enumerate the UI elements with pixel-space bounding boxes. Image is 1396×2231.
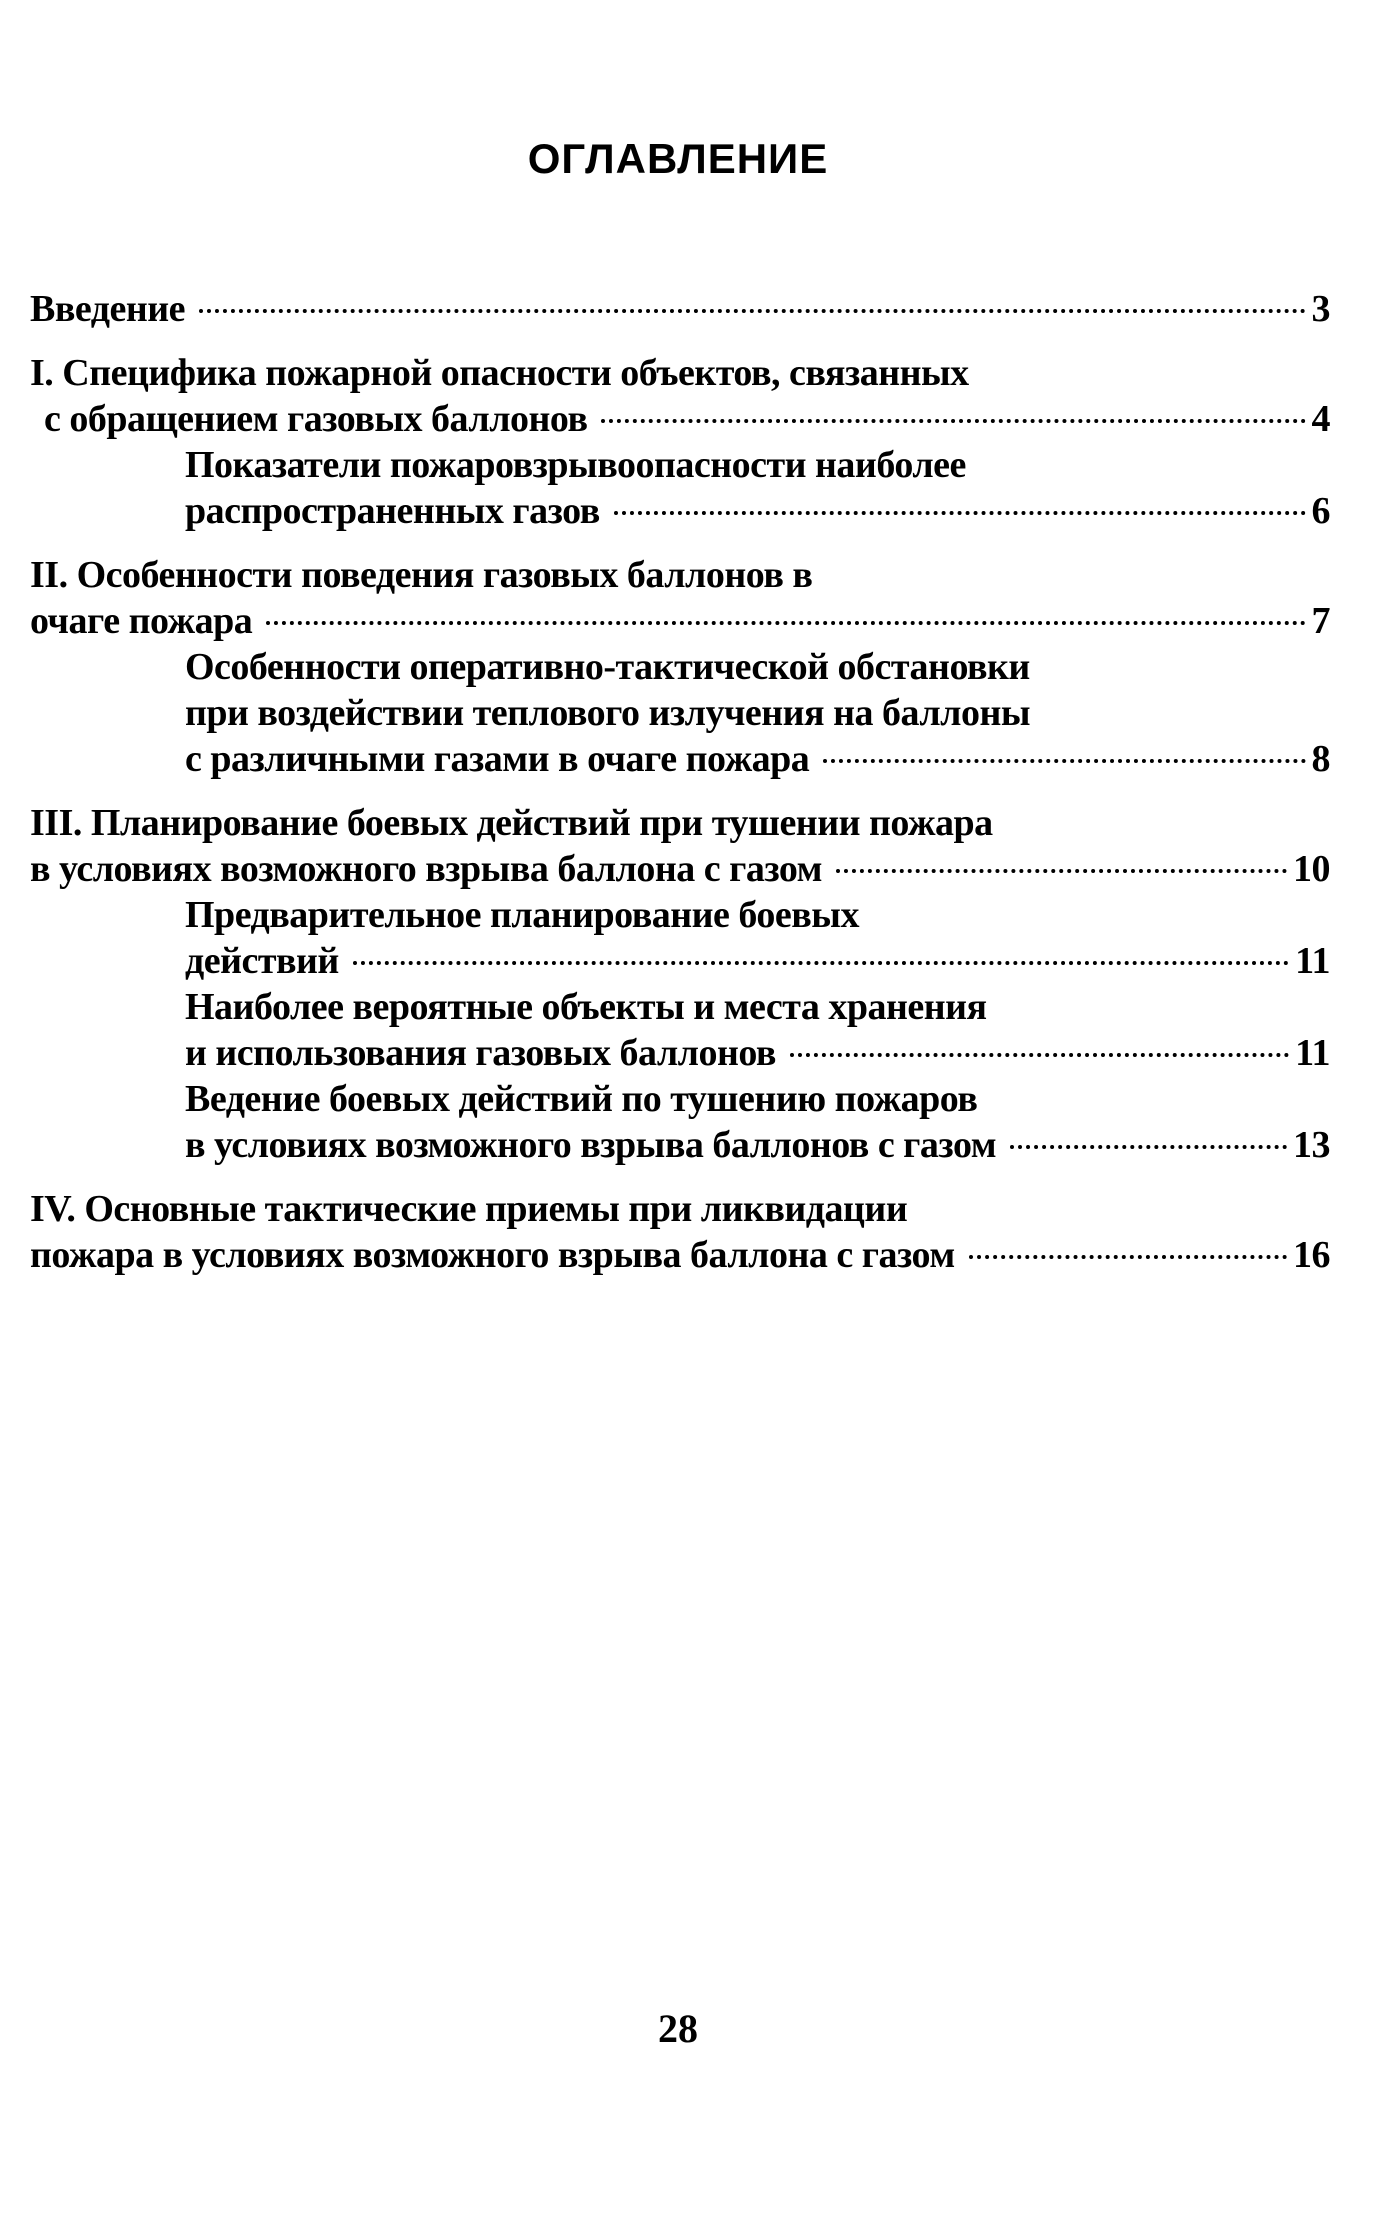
toc-page-number: 11 xyxy=(1295,940,1330,982)
dot-leader xyxy=(790,1053,1289,1057)
toc-page-number: 7 xyxy=(1311,600,1330,642)
toc-entry-chapter-4[interactable] xyxy=(30,1186,1330,1278)
page-number: 28 xyxy=(658,2006,698,2051)
toc-page-number: 6 xyxy=(1311,490,1330,532)
toc-entry-title-cont: и использования газовых баллонов xyxy=(185,1032,776,1074)
table-of-contents xyxy=(30,286,1330,1278)
toc-entry-title-cont: в условиях возможного взрыва баллонов с газом xyxy=(185,1124,997,1166)
toc-entry-title-cont: очаге пожара xyxy=(30,600,253,642)
toc-entry-title-cont: с обращением газовых баллонов xyxy=(44,398,588,440)
dot-leader xyxy=(614,511,1306,515)
toc-entry-subsection-2-1[interactable] xyxy=(30,644,1330,782)
toc-entry-title-cont: с различными газами в очаге пожара xyxy=(185,738,810,780)
toc-entry-chapter-3[interactable] xyxy=(30,800,1330,892)
toc-entry-title: Предварительное планирование боевых xyxy=(185,894,859,936)
toc-entry-subsection-3-1[interactable] xyxy=(30,892,1330,984)
toc-leader-line xyxy=(185,1122,1330,1168)
toc-leader-line xyxy=(30,598,1330,644)
toc-entry-title: II. Особенности поведения газовых баллонов в xyxy=(30,554,813,596)
dot-leader xyxy=(199,309,1306,313)
toc-page-number: 3 xyxy=(1311,288,1330,330)
dot-leader xyxy=(969,1255,1287,1259)
toc-entry-subsection-3-3[interactable] xyxy=(30,1076,1330,1168)
dot-leader xyxy=(353,961,1289,965)
toc-entry-title: IV. Основные тактические приемы при ликвидации xyxy=(30,1188,908,1230)
toc-entry-introduction[interactable] xyxy=(30,286,1330,332)
toc-entry-title: Введение xyxy=(30,288,185,330)
toc-entry-title-cont: при воздействии теплового излучения на баллоны xyxy=(185,692,1031,734)
dot-leader xyxy=(836,869,1287,873)
toc-entry-title: III. Планирование боевых действий при тушении пожара xyxy=(30,802,993,844)
toc-page-number: 4 xyxy=(1311,398,1330,440)
toc-leader-line xyxy=(30,286,1330,332)
toc-leader-line xyxy=(185,736,1330,782)
dot-leader xyxy=(266,621,1305,625)
toc-leader-line xyxy=(185,488,1330,534)
toc-entry-title-cont: в условиях возможного взрыва баллона с газом xyxy=(30,848,823,890)
toc-entry-chapter-2[interactable] xyxy=(30,552,1330,644)
toc-page-number: 10 xyxy=(1293,848,1330,890)
toc-leader-line xyxy=(30,846,1330,892)
toc-entry-title: Ведение боевых действий по тушению пожаров xyxy=(185,1078,978,1120)
toc-entry-title: Показатели пожаровзрывоопасности наиболее xyxy=(185,444,966,486)
toc-entry-title: I. Специфика пожарной опасности объектов, связанных xyxy=(30,352,969,394)
toc-entry-title-cont: действий xyxy=(185,940,339,982)
toc-page-number: 8 xyxy=(1311,738,1330,780)
toc-page-number: 11 xyxy=(1295,1032,1330,1074)
dot-leader xyxy=(601,419,1305,423)
toc-entry-subsection-3-2[interactable] xyxy=(30,984,1330,1076)
toc-leader-line xyxy=(185,938,1330,984)
toc-entry-chapter-1[interactable] xyxy=(30,350,1330,442)
toc-leader-line xyxy=(30,396,1330,442)
toc-entry-title: Особенности оперативно-тактической обстановки xyxy=(185,646,1030,688)
page-title: ОГЛАВЛЕНИЕ xyxy=(527,135,829,182)
toc-entry-subsection-1-1[interactable] xyxy=(30,442,1330,534)
toc-leader-line xyxy=(30,1232,1330,1278)
toc-entry-title: Наиболее вероятные объекты и места хранения xyxy=(185,986,987,1028)
toc-leader-line xyxy=(185,1030,1330,1076)
toc-entry-title-cont: пожара в условиях возможного взрыва баллона с газом xyxy=(30,1234,955,1276)
toc-page-number: 16 xyxy=(1293,1234,1330,1276)
toc-page-number: 13 xyxy=(1293,1124,1330,1166)
toc-entry-title-cont: распространенных газов xyxy=(185,490,600,532)
dot-leader xyxy=(823,759,1305,763)
dot-leader xyxy=(1010,1145,1287,1149)
